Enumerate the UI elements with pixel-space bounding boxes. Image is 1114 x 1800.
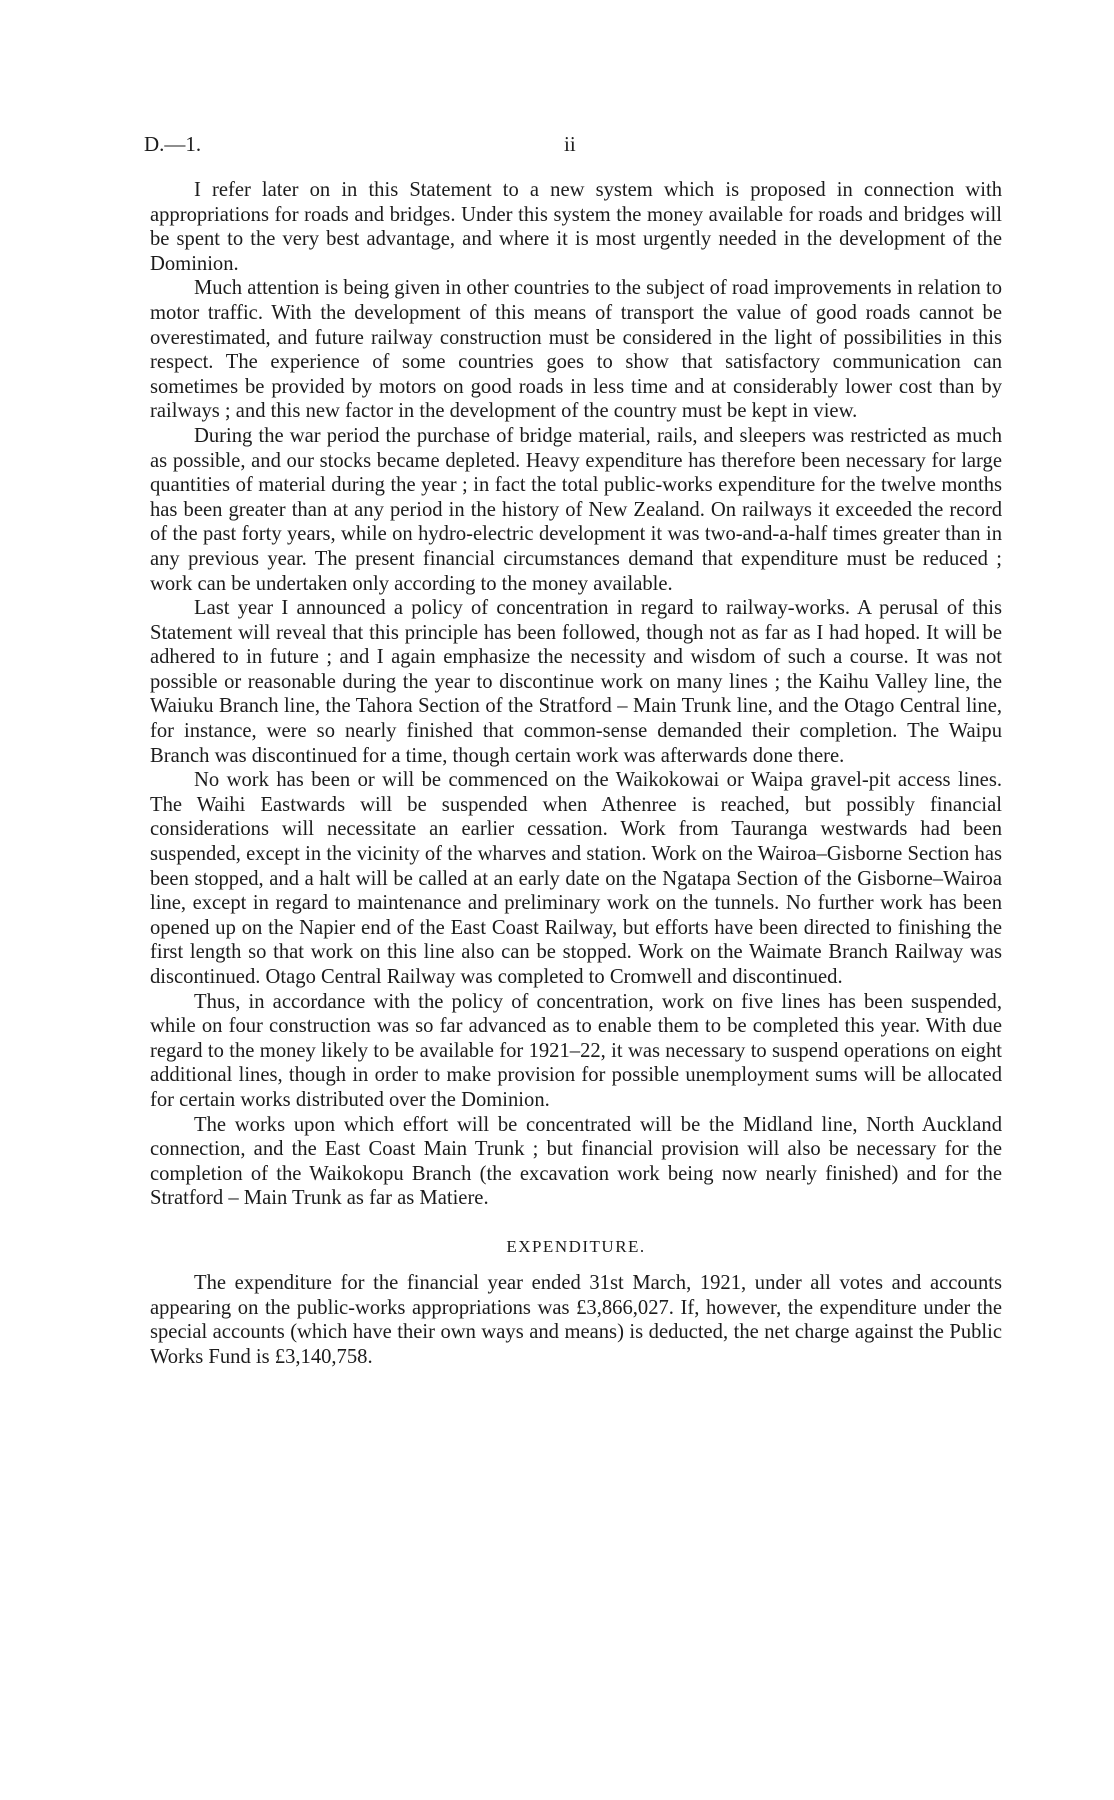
section-heading: EXPENDITURE.	[506, 1236, 646, 1256]
paragraph: The works upon which effort will be concentrated will be the Midland line, North Auckland connection, and the East Coast Main Trunk ; but financial provision will also be necessary for the completion of the Waikokopu Branch (the excavation work being now nearly finished) and for the Stratford – Main Trunk as far as Matiere.	[150, 1113, 1002, 1210]
paragraph: Much attention is being given in other countries to the subject of road improvements in relation to motor traffic. With the development of this means of transport the value of good roads cannot be overestimated, and future railway construction must be considered in the light of possibilities in this respect. The experience of some countries goes to show that satisfactory communication can sometimes be provided by motors on good roads in less time and at considerably lower cost than by railways ; and this new factor in the development of the country must be kept in view.	[150, 277, 1002, 423]
document-body	[150, 178, 1002, 1369]
paragraph: During the war period the purchase of bridge material, rails, and sleepers was restricted as much as possible, and our stocks became depleted. Heavy expenditure has therefore been necessary for large quantities of material during the year ; in fact the total public-works expenditure for the twelve months has been greater than at any period in the history of New Zealand. On railways it exceeded the record of the past forty years, while on hydro-electric development it was two-and-a-half times greater than in any previous year. The present financial circumstances demand that expenditure must be reduced ; work can be undertaken only according to the money available.	[150, 424, 1002, 595]
document-reference: D.—1.	[144, 132, 202, 156]
page-number: ii	[564, 132, 576, 156]
page-header	[144, 132, 1004, 162]
paragraph: No work has been or will be commenced on the Waikokowai or Waipa gravel-pit access lines. The Waihi Eastwards will be suspended when Athenree is reached, but possibly financial considerations will necessitate an earlier cessation. Work from Tauranga westwards had been suspended, except in the vicinity of the wharves and station. Work on the Wairoa–Gisborne Section has been stopped, and a halt will be called at an early date on the Ngatapa Section of the Gisborne–Wairoa line, except in regard to maintenance and preliminary work on the tunnels. No further work has been opened up on the Napier end of the East Coast Railway, but efforts have been directed to finishing the first length so that work on this line also can be stopped. Work on the Waimate Branch Railway was discontinued. Otago Central Railway was completed to Cromwell and discontinued.	[150, 769, 1002, 988]
paragraph: I refer later on in this Statement to a new system which is proposed in connection with appropriations for roads and bridges. Under this system the money available for roads and bridges will be spent to the very best advantage, and where it is most urgently needed in the development of the Dominion.	[150, 179, 1002, 275]
paragraph: Thus, in accordance with the policy of concentration, work on five lines has been suspended, while on four construction was so far advanced as to enable them to be completed this year. With due regard to the money likely to be available for 1921–22, it was necessary to suspend operations on eight additional lines, though in order to make provision for possible unemployment sums will be allocated for certain works distributed over the Dominion.	[150, 990, 1002, 1111]
paragraph: The expenditure for the financial year ended 31st March, 1921, under all votes and accounts appearing on the public-works appropriations was £3,866,027. If, however, the expenditure under the special accounts (which have their own ways and means) is deducted, the net charge against the Public Works Fund is £3,140,758.	[150, 1271, 1002, 1368]
paragraph: Last year I announced a policy of concentration in regard to railway-works. A perusal of this Statement will reveal that this principle has been followed, though not as far as I had hoped. It will be adhered to in future ; and I again emphasize the necessity and wisdom of such a course. It was not possible or reasonable during the year to discontinue work on many lines ; the Kaihu Valley line, the Waiuku Branch line, the Tahora Section of the Stratford – Main Trunk line, and the Otago Central line, for instance, were so nearly finished that common-sense demanded their completion. The Waipu Branch was discontinued for a time, though certain work was afterwards done there.	[150, 597, 1002, 767]
